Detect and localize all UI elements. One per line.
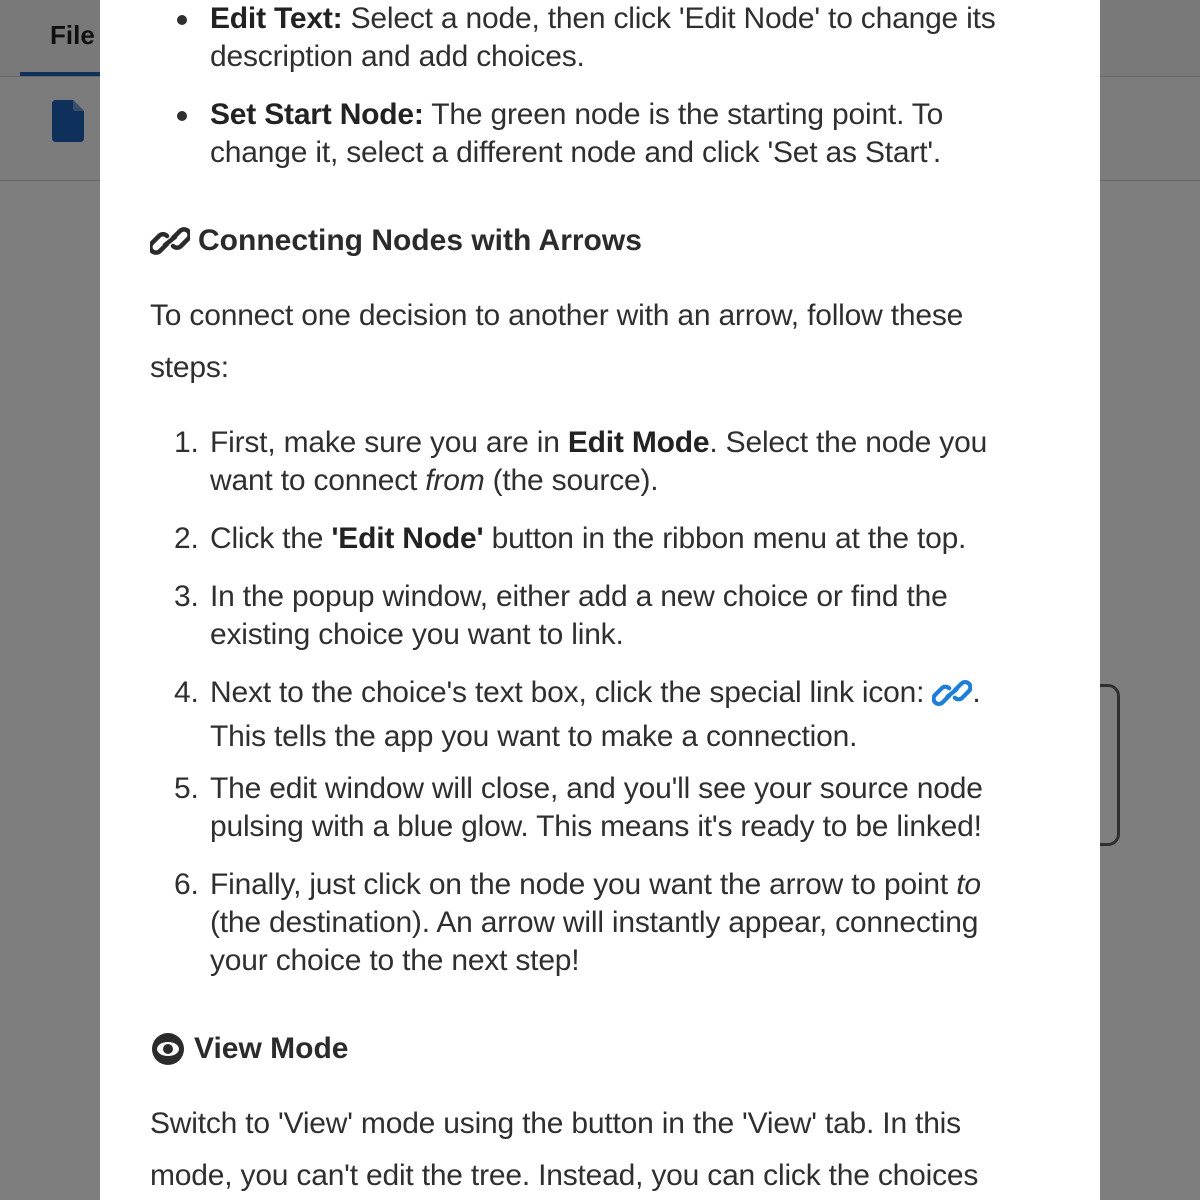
list-item (174, 424, 1060, 500)
bullet-text: description and add choices. (210, 40, 585, 73)
section-title: View Mode (194, 1032, 349, 1065)
step-text: Click the (210, 522, 332, 555)
section-heading-connecting (150, 222, 642, 260)
step-text: This tells the app you want to make a connection. (210, 720, 858, 753)
description-line: mode, you can't edit the tree. Instead, you can click the choices (150, 1159, 979, 1192)
eye-icon (150, 1033, 186, 1065)
link-icon (150, 225, 190, 257)
step-text: In the popup window, either add a new choice or find the (210, 580, 948, 613)
bullet-text: change it, select a different node and click 'Set as Start'. (210, 136, 941, 169)
step-text: existing choice you want to link. (210, 618, 624, 651)
bullet-dot (177, 111, 187, 121)
bullet-dot (177, 15, 187, 25)
step-text: (the source). (484, 464, 659, 497)
list-item (210, 0, 1060, 76)
list-item (174, 578, 1060, 654)
step-text: button in the ribbon menu at the top. (483, 522, 967, 555)
step-text: Finally, just click on the node you want the arrow to point (210, 868, 957, 901)
step-bold: 'Edit Node' (331, 522, 484, 555)
list-item (174, 520, 1060, 558)
step-number: 2. (174, 522, 199, 555)
view-mode-description (150, 1098, 1060, 1200)
list-item (210, 96, 1060, 172)
step-text: your choice to the next step! (210, 944, 580, 977)
bullet-term: Edit Text: (210, 2, 343, 35)
step-number: 1. (174, 426, 199, 459)
step-number: 4. (174, 676, 199, 709)
help-modal (100, 0, 1100, 1200)
step-number: 6. (174, 868, 199, 901)
step-text: The edit window will close, and you'll see your source node (210, 772, 983, 805)
step-text: Next to the choice's text box, click the special link icon: (210, 676, 933, 709)
intro-line: To connect one decision to another with an arrow, follow these (150, 299, 964, 332)
step-text: First, make sure you are in (210, 426, 568, 459)
description-line: Switch to 'View' mode using the button in the 'View' tab. In this (150, 1107, 961, 1140)
step-number: 3. (174, 580, 199, 613)
intro-line: steps: (150, 351, 229, 384)
list-item (174, 866, 1060, 980)
step-text: . Select the node you (709, 426, 988, 459)
bullet-term: Set Start Node: (210, 98, 424, 131)
section-heading-view-mode (150, 1030, 348, 1068)
section-intro (150, 290, 1060, 394)
link-icon (932, 678, 972, 718)
step-text: pulsing with a blue glow. This means it's ready to be linked! (210, 810, 982, 843)
bullet-text: Select a node, then click 'Edit Node' to change its (342, 2, 996, 35)
step-text: . (972, 676, 981, 709)
section-title: Connecting Nodes with Arrows (198, 224, 642, 257)
step-italic: to (956, 868, 981, 901)
step-italic: from (425, 464, 485, 497)
step-bold: Edit Mode (567, 426, 710, 459)
step-text: (the destination). An arrow will instantly appear, connecting (210, 906, 979, 939)
step-text: want to connect (210, 464, 426, 497)
list-item (174, 770, 1060, 846)
step-number: 5. (174, 772, 199, 805)
bullet-text: The green node is the starting point. To (423, 98, 944, 131)
list-item (174, 674, 1060, 756)
